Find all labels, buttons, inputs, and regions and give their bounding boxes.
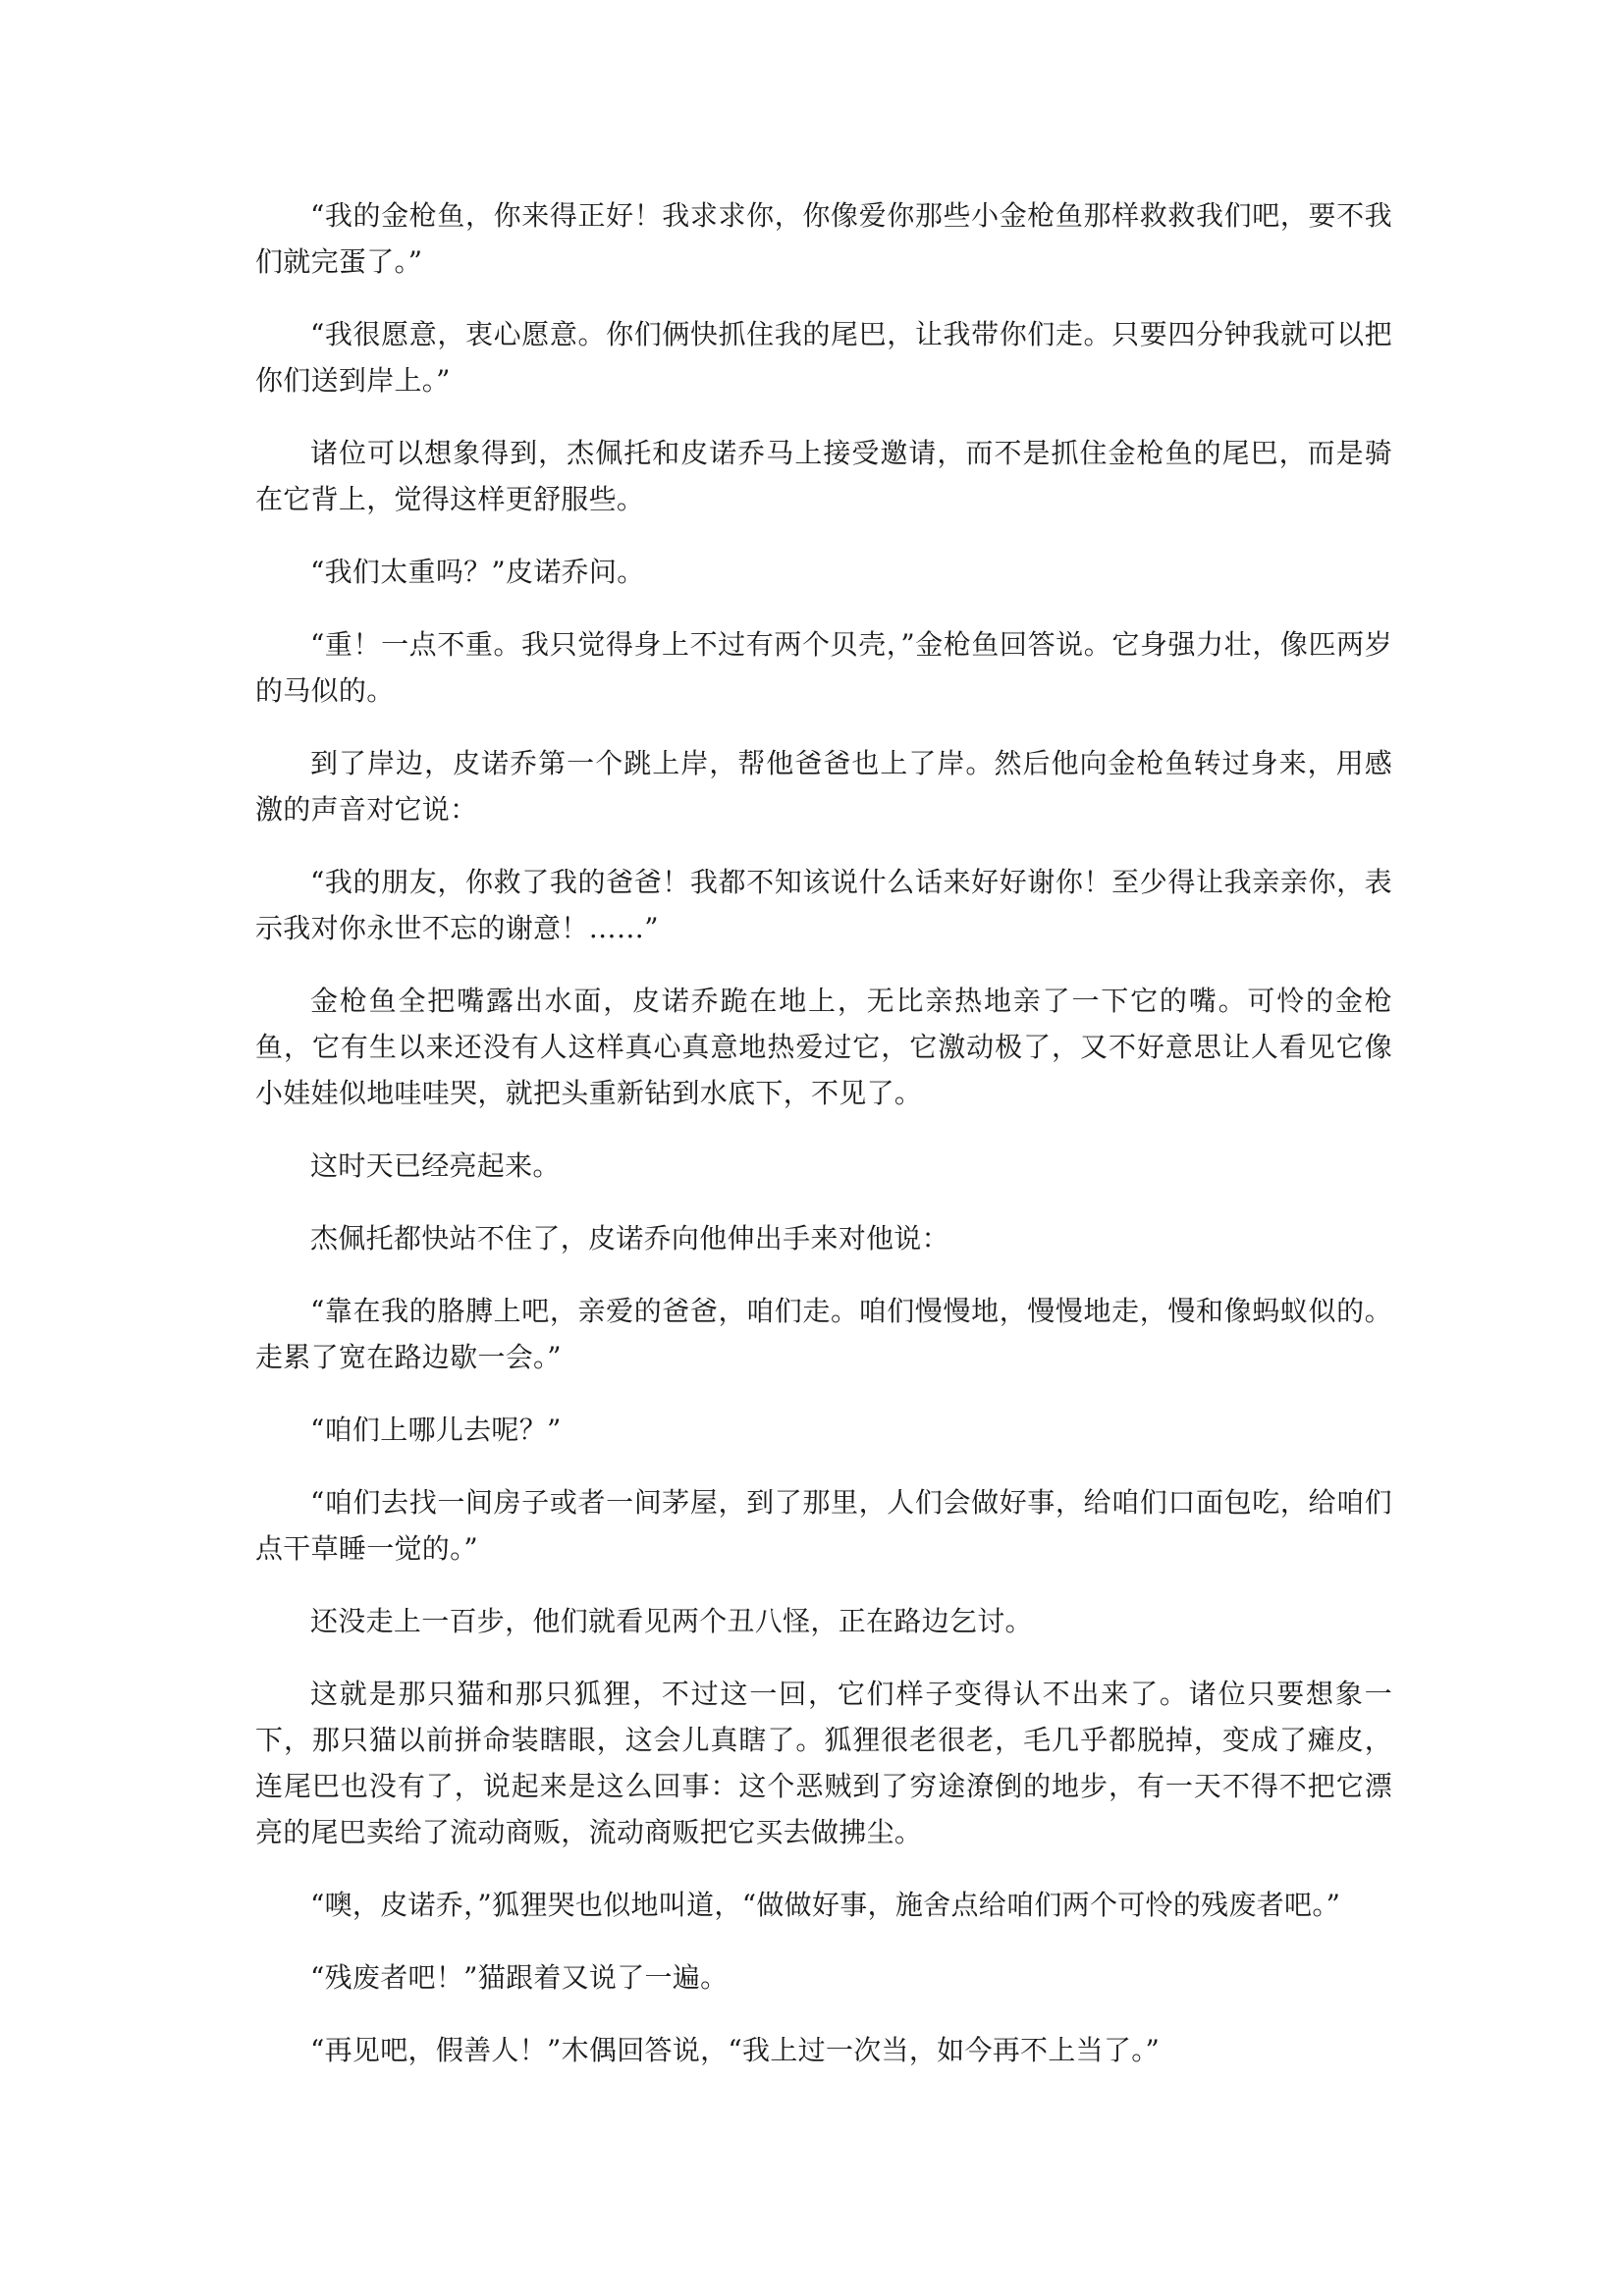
paragraph-6: 到了岸边，皮诺乔第一个跳上岸，帮他爸爸也上了岸。然后他向金枪鱼转过身来，用感激的声音对它说： [255,747,1392,826]
paragraph-14: 还没走上一百步，他们就看见两个丑八怪，正在路边乞讨。 [310,1605,1033,1637]
document-body [255,192,1392,2100]
paragraph-4: “我们太重吗？”皮诺乔问。 [310,556,645,588]
paragraph-11: “靠在我的胳膊上吧，亲爱的爸爸，咱们走。咱们慢慢地，慢慢地走，慢和像蚂蚁似的。走累了宽在路边歇一会。” [255,1295,1392,1373]
paragraph-3: 诸位可以想象得到，杰佩托和皮诺乔马上接受邀请，而不是抓住金枪鱼的尾巴，而是骑在它背上，觉得这样更舒服些。 [255,437,1392,515]
paragraph-18: “再见吧，假善人！”木偶回答说，“我上过一次当，如今再不上当了。” [310,2034,1161,2066]
paragraph-17: “残废者吧！”猫跟着又说了一遍。 [310,1961,729,1994]
paragraph-5: “重！一点不重。我只觉得身上不过有两个贝壳，”金枪鱼回答说。它身强力壮，像匹两岁的马似的。 [255,628,1392,707]
paragraph-1: “我的金枪鱼，你来得正好！我求求你，你像爱你那些小金枪鱼那样救救我们吧，要不我们就完蛋了。” [255,199,1392,278]
paragraph-15: 这就是那只猫和那只狐狸，不过这一回，它们样子变得认不出来了。诸位只要想象一下，那只猫以前拼命装瞎眼，这会儿真瞎了。狐狸很老很老，毛几乎都脱掉，变成了瘫皮，连尾巴也没有了，说起来是这么回事：这个恶贼到了穷途潦倒的地步，有一天不得不把它漂亮的尾巴卖给了流动商贩，流动商贩把它买去做拂尘。 [255,1678,1392,1848]
paragraph-7: “我的朋友，你救了我的爸爸！我都不知该说什么话来好好谢你！至少得让我亲亲你，表示我对你永世不忘的谢意！……” [255,866,1392,944]
paragraph-2: “我很愿意，衷心愿意。你们俩快抓住我的尾巴，让我带你们走。只要四分钟我就可以把你们送到岸上。” [255,318,1392,397]
paragraph-12: “咱们上哪儿去呢？” [310,1414,562,1446]
paragraph-16: “噢，皮诺乔，”狐狸哭也似地叫道，“做做好事，施舍点给咱们两个可怜的残废者吧。” [310,1889,1341,1921]
paragraph-13: “咱们去找一间房子或者一间茅屋，到了那里，人们会做好事，给咱们口面包吃，给咱们点干草睡一觉的。” [255,1486,1392,1565]
paragraph-8: 金枪鱼全把嘴露出水面，皮诺乔跪在地上，无比亲热地亲了一下它的嘴。可怜的金枪鱼，它有生以来还没有人这样真心真意地热爱过它，它激动极了，又不好意思让人看见它像小娃娃似地哇哇哭，就把头重新钻到水底下，不见了。 [255,985,1392,1109]
paragraph-9: 这时天已经亮起来。 [310,1149,561,1182]
paragraph-10: 杰佩托都快站不住了，皮诺乔向他伸出手来对他说： [310,1222,949,1255]
